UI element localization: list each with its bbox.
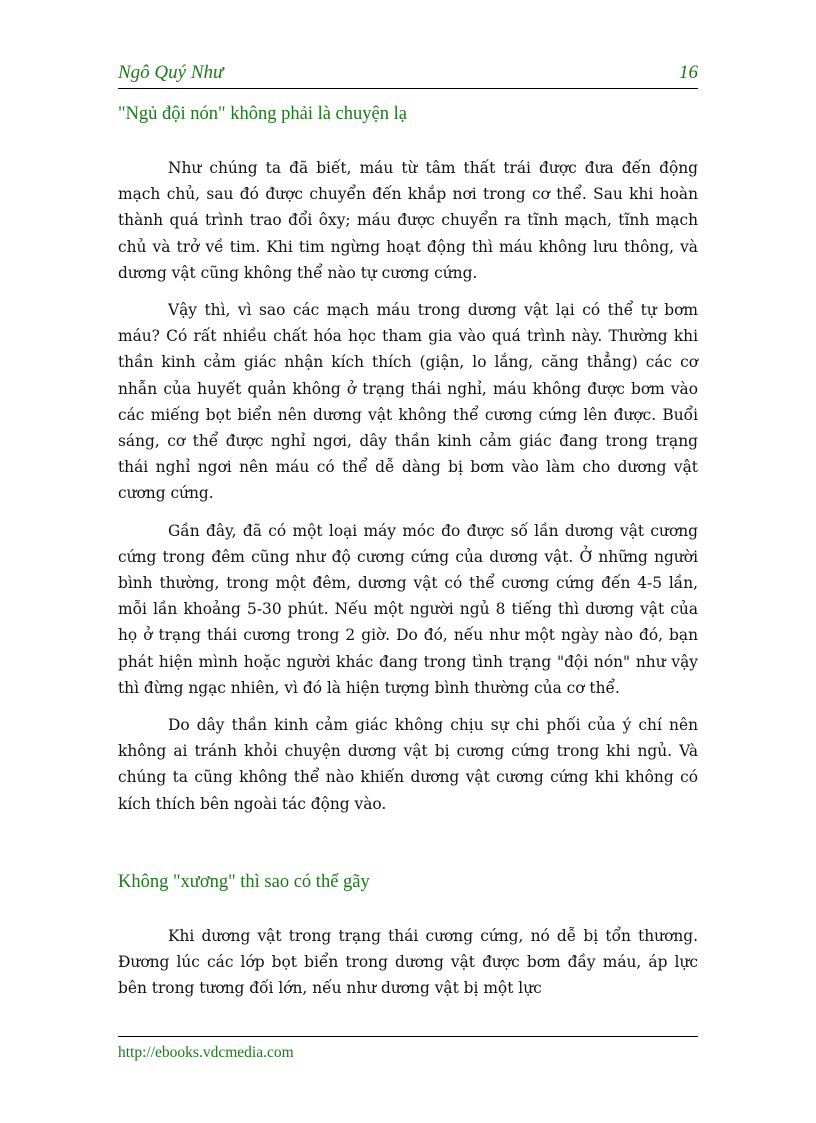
footer-link[interactable]: http://ebooks.vdcmedia.com	[118, 1044, 294, 1061]
section-body-2	[118, 923, 698, 1013]
page-header	[118, 60, 698, 89]
paragraph: Gần đây, đã có một loại máy móc đo được số lần dương vật cương cứng trong đêm cũng như độ cương cứng của dương vật. Ở những người bình thường, trong một đêm, dương vật có thể cương cứng đến 4-5 lần, mỗi lần khoảng 5-30 phút. Nếu một người ngủ 8 tiếng thì dương vật của họ ở trạng thái cương trong 2 giờ. Do đó, nếu như một ngày nào đó, bạn phát hiện mình hoặc người khác đang trong tình trạng "đội nón" như vậy thì đừng ngạc nhiên, vì đó là hiện tượng bình thường của cơ thể.	[118, 521, 698, 697]
author-name: Ngô Quý Như	[118, 62, 224, 83]
paragraph: Khi dương vật trong trạng thái cương cứng, nó dễ bị tổn thương. Đương lúc các lớp bọt biển trong dương vật được bơm đầy máu, áp lực bên trong tương đối lớn, nếu như dương vật bị một lực	[118, 927, 698, 998]
section-heading-1: "Ngủ đội nón" không phải là chuyện lạ	[118, 104, 407, 124]
section-heading-2: Không "xương" thì sao có thể gãy	[118, 872, 370, 892]
section-body-1	[118, 155, 698, 828]
paragraph: Vậy thì, vì sao các mạch máu trong dương vật lại có thể tự bơm máu? Có rất nhiều chất hóa học tham gia vào quá trình này. Thường khi thần kinh cảm giác nhận kích thích (giận, lo lắng, căng thẳng) các cơ nhẫn của huyết quản không ở trạng thái nghỉ, máu không được bơm vào các miếng bọt biển nên dương vật không thể cương cứng lên được. Buổi sáng, cơ thể được nghỉ ngơi, dây thần kinh cảm giác đang trong trạng thái nghỉ ngơi nên máu có thể dễ dàng bị bơm vào làm cho dương vật cương cứng.	[118, 301, 698, 503]
paragraph: Do dây thần kinh cảm giác không chịu sự chi phối của ý chí nên không ai tránh khỏi chuyện dương vật bị cương cứng trong khi ngủ. Và chúng ta cũng không thể nào khiến dương vật cương cứng khi không có kích thích bên ngoài tác động vào.	[118, 716, 698, 813]
page-number: 16	[679, 62, 698, 83]
footer-divider	[118, 1036, 698, 1037]
paragraph: Như chúng ta đã biết, máu từ tâm thất trái được đưa đến động mạch chủ, sau đó được chuyển đến khắp nơi trong cơ thể. Sau khi hoàn thành quá trình trao đổi ôxy; máu được chuyển ra tĩnh mạch, tĩnh mạch chủ và trở về tim. Khi tim ngừng hoạt động thì máu không lưu thông, và dương vật cũng không thể nào tự cương cứng.	[118, 159, 698, 282]
